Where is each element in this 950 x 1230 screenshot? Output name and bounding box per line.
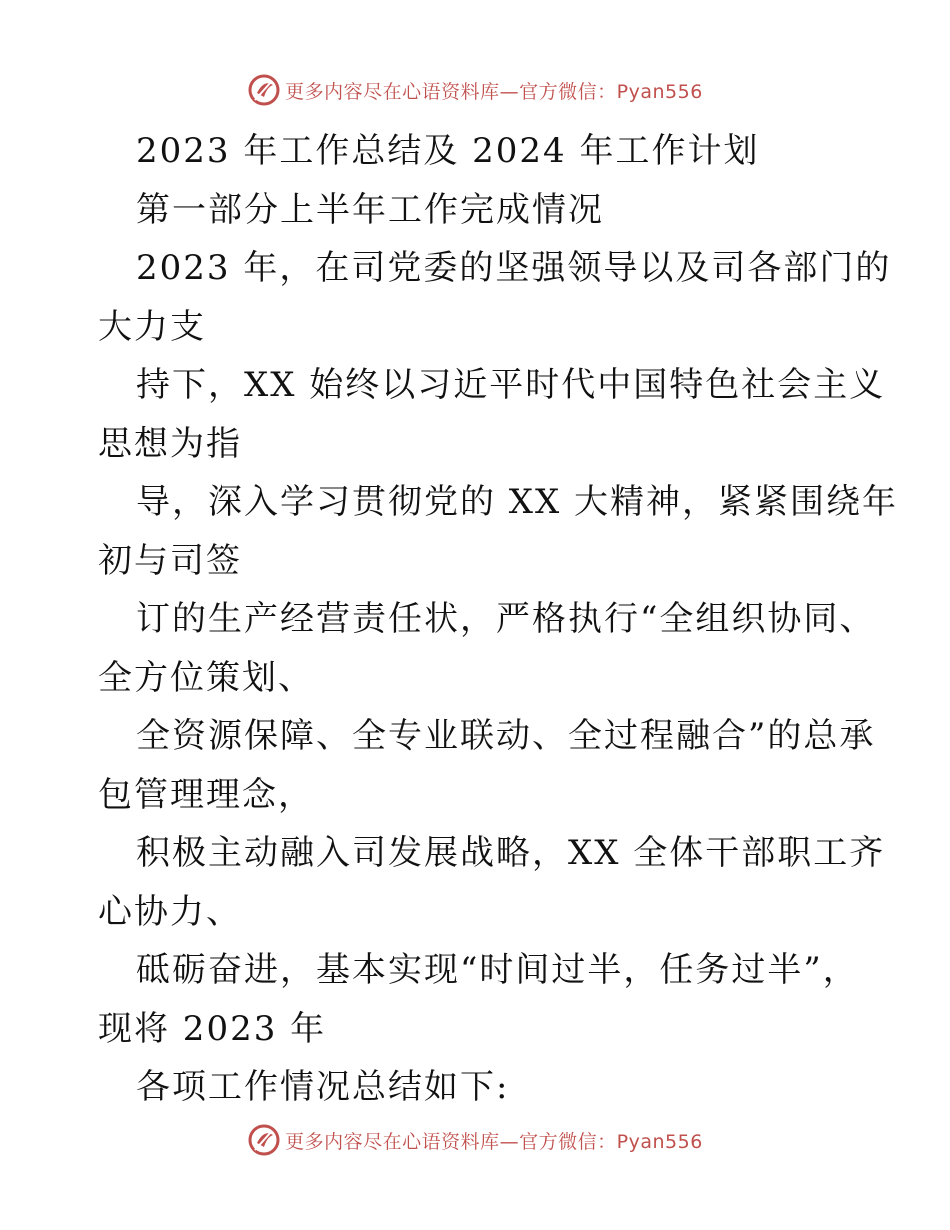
doc-line: 全方位策划、	[98, 657, 314, 698]
doc-line: 包管理理念，	[98, 774, 314, 815]
document-body	[98, 122, 899, 1117]
doc-line: 现将 2023 年	[98, 1008, 327, 1049]
doc-line: 持下，XX 始终以习近平时代中国特色社会主义	[136, 365, 886, 405]
brand-logo-icon	[247, 1123, 281, 1157]
doc-line: 心协力、	[98, 891, 242, 932]
doc-line: 2023 年，在司党委的坚强领导以及司各部门的	[136, 248, 892, 288]
doc-line: 初与司签	[98, 540, 242, 581]
footer-watermark	[0, 1120, 950, 1160]
doc-line: 各项工作情况总结如下:	[136, 1067, 510, 1107]
doc-line: 导，深入学习贯彻党的 XX 大精神，紧紧围绕年	[136, 482, 899, 522]
watermark-text: 更多内容尽在心语资料库—官方微信：Pyan556	[285, 80, 703, 103]
doc-line: 订的生产经营责任状，严格执行“全组织协同、	[136, 599, 876, 639]
doc-line: 思想为指	[98, 423, 242, 464]
doc-line: 积极主动融入司发展战略，XX 全体干部职工齐	[136, 833, 886, 873]
doc-line: 2023 年工作总结及 2024 年工作计划	[136, 131, 760, 171]
doc-line: 大力支	[98, 306, 206, 347]
brand-logo-icon	[247, 73, 281, 107]
watermark-text: 更多内容尽在心语资料库—官方微信：Pyan556	[285, 1130, 703, 1153]
doc-line: 砥砺奋进，基本实现“时间过半，任务过半”，	[136, 950, 859, 990]
doc-line: 第一部分上半年工作完成情况	[136, 189, 604, 230]
header-watermark	[0, 70, 950, 110]
doc-line: 全资源保障、全专业联动、全过程融合”的总承	[136, 716, 876, 756]
